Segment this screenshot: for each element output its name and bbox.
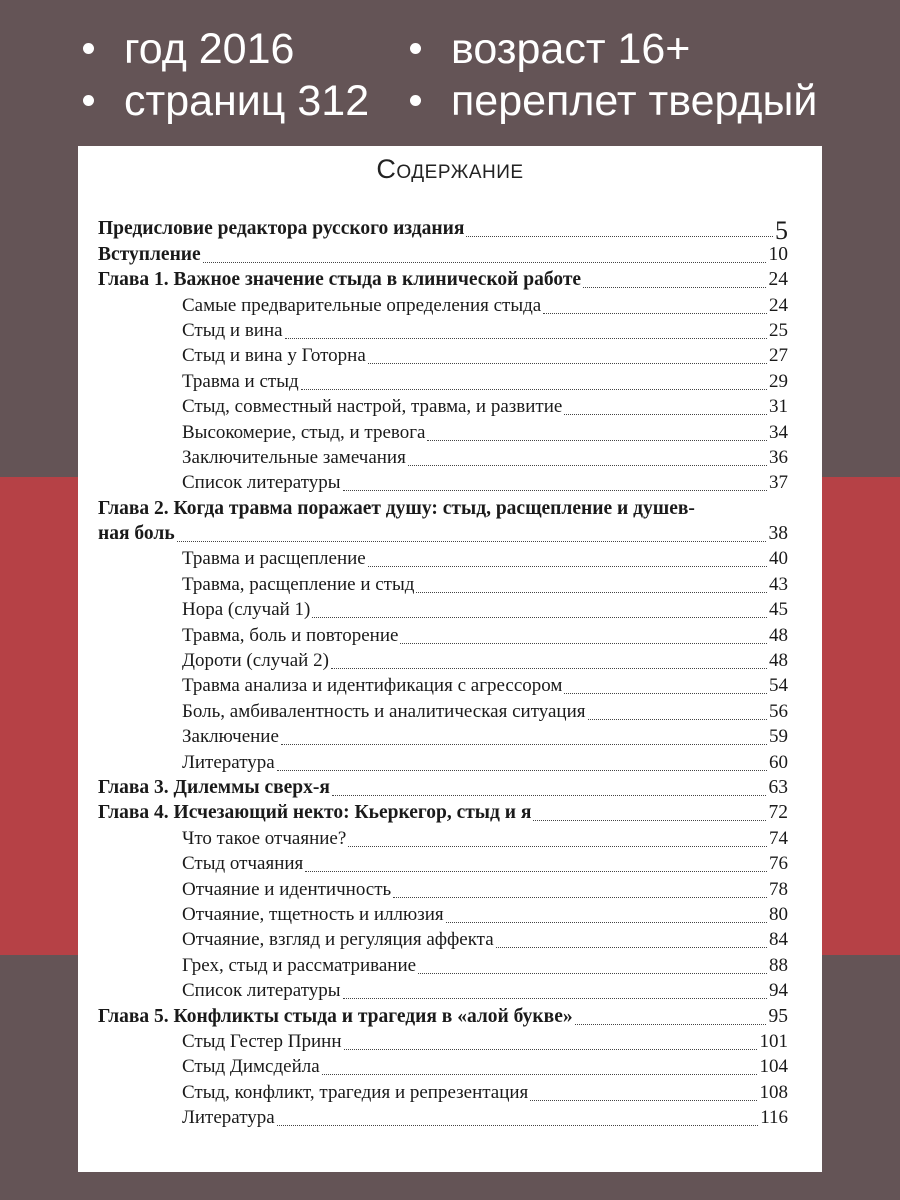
toc-page-number: 104 [759, 1056, 788, 1078]
toc-page-number: 38 [768, 523, 788, 545]
dot-leader [408, 465, 767, 466]
toc-chapter-row[interactable] [98, 1005, 788, 1030]
toc-section-row[interactable] [98, 599, 788, 624]
dot-leader [466, 236, 773, 237]
toc-page-number: 54 [769, 675, 788, 697]
toc-entry-title: Заключение [182, 726, 279, 748]
toc-section-row[interactable] [98, 954, 788, 979]
toc-page-number: 76 [769, 853, 788, 875]
book-facts [0, 0, 900, 140]
dot-leader [575, 1024, 766, 1025]
dot-leader [393, 897, 767, 898]
dot-leader [564, 693, 767, 694]
toc-page-number: 88 [769, 954, 788, 976]
toc-section-row[interactable] [98, 1031, 788, 1056]
toc-page-number: 84 [769, 929, 788, 951]
toc-section-row[interactable] [98, 548, 788, 573]
toc-page-number: 36 [769, 446, 788, 468]
toc-entry-title: Стыд, совместный настрой, травма, и развитие [182, 396, 563, 418]
dot-leader [446, 922, 767, 923]
toc-page-number: 94 [769, 980, 788, 1002]
toc-entry-title: Стыд, конфликт, трагедия и репрезентация [182, 1081, 529, 1103]
toc-entry-title: Травма и стыд [182, 370, 299, 392]
toc-section-row[interactable] [98, 980, 788, 1005]
dot-leader [322, 1074, 757, 1075]
dot-leader [344, 1049, 757, 1050]
toc-section-row[interactable] [98, 294, 788, 319]
toc-entry-title: Вступление [98, 243, 201, 265]
toc-entry-title: ная боль [98, 523, 175, 545]
toc-entry-title: Глава 5. Конфликты стыда и трагедия в «алой букве» [98, 1005, 573, 1027]
toc-entry-title: Литература [182, 751, 275, 773]
toc-entry-title: Отчаяние и идентичность [182, 878, 392, 900]
bullet-icon [83, 95, 94, 106]
toc-entry-title: Литература [182, 1107, 275, 1129]
toc-entry-title: Глава 1. Важное значение стыда в клинической работе [98, 269, 582, 291]
toc-entry-title: Высокомерие, стыд, и тревога [182, 421, 426, 443]
toc-page-number: 56 [769, 700, 788, 722]
toc-page-number: 59 [769, 726, 788, 748]
toc-page-number: 24 [769, 294, 788, 316]
dot-leader [348, 846, 767, 847]
book-page [78, 146, 822, 1172]
fact-year [83, 24, 294, 74]
toc-page-number: 45 [769, 599, 788, 621]
toc-page-number: 10 [768, 243, 788, 265]
toc-section-row[interactable] [98, 320, 788, 345]
fact-year-text: год 2016 [124, 25, 295, 73]
dot-leader [331, 668, 767, 669]
toc-entry-title: Отчаяние, тщетность и иллюзия [182, 903, 444, 925]
dot-leader [588, 719, 767, 720]
toc-entry-title: Стыд Димсдейла [182, 1056, 320, 1078]
toc-entry-title: Глава 4. Исчезающий некто: Кьеркегор, стыд и я [98, 802, 532, 824]
toc-chapter-row[interactable] [98, 243, 788, 268]
toc-section-row[interactable] [98, 929, 788, 954]
dot-leader [177, 541, 766, 542]
toc-page-number: 80 [769, 903, 788, 925]
toc-chapter-row[interactable] [98, 269, 788, 294]
toc-section-row[interactable] [98, 675, 788, 700]
toc-page-number: 95 [768, 1005, 788, 1027]
dot-leader [343, 998, 767, 999]
toc-section-row[interactable] [98, 447, 788, 472]
toc-page-number: 5 [775, 216, 788, 246]
toc-section-row[interactable] [98, 421, 788, 446]
toc-section-row[interactable] [98, 751, 788, 776]
toc-entry-title: Глава 2. Когда травма поражает душу: стыд, расщепление и душев- [98, 497, 695, 519]
toc-page-number: 29 [769, 370, 788, 392]
toc-page-number: 27 [769, 345, 788, 367]
toc-section-row[interactable] [98, 827, 788, 852]
toc-entry-title: Заключительные замечания [182, 446, 406, 468]
dot-leader [583, 287, 766, 288]
toc-entry-title: Травма анализа и идентификация с агрессором [182, 675, 563, 697]
toc-entry-title: Стыд Гестер Принн [182, 1030, 342, 1052]
dot-leader [564, 414, 767, 415]
fact-pages-text: страниц 312 [124, 77, 370, 125]
toc-chapter-row[interactable] [98, 523, 788, 548]
dot-leader [543, 313, 767, 314]
dot-leader [203, 262, 766, 263]
toc-entry-title: Глава 3. Дилеммы сверх-я [98, 776, 330, 798]
toc-entry-title: Нора (случай 1) [182, 599, 311, 621]
toc-section-row[interactable] [98, 650, 788, 675]
dot-leader [277, 1125, 758, 1126]
toc-entry-title: Предисловие редактора русского издания [98, 218, 465, 240]
toc-page-number: 40 [769, 548, 788, 570]
bullet-icon [83, 43, 94, 54]
toc-page-number: 72 [768, 802, 788, 824]
dot-leader [368, 566, 767, 567]
toc-section-row[interactable] [98, 904, 788, 929]
toc-page-number: 63 [768, 776, 788, 798]
toc-entry-title: Стыд отчаяния [182, 853, 304, 875]
toc-page-number: 108 [759, 1081, 788, 1103]
fact-binding [410, 76, 817, 126]
toc-page-number: 31 [769, 396, 788, 418]
dot-leader [416, 592, 767, 593]
toc-page-number: 74 [769, 827, 788, 849]
toc-section-row[interactable] [98, 1107, 788, 1132]
toc-entry-title: Стыд и вина у Готорна [182, 345, 366, 367]
dot-leader [312, 617, 767, 618]
toc-page-number: 101 [759, 1030, 788, 1052]
dot-leader [305, 871, 767, 872]
dot-leader [533, 820, 766, 821]
toc-section-row[interactable] [98, 345, 788, 370]
toc-entry-title: Грех, стыд и рассматривание [182, 954, 417, 976]
toc-section-row[interactable] [98, 878, 788, 903]
toc-entry-title: Травма и расщепление [182, 548, 366, 570]
toc-chapter-row[interactable] [98, 216, 788, 246]
bullet-icon [410, 43, 421, 54]
toc-entry-title: Травма, расщепление и стыд [182, 573, 415, 595]
toc-chapter-row[interactable] [98, 802, 788, 827]
dot-leader [281, 744, 767, 745]
dot-leader [277, 770, 767, 771]
dot-leader [496, 947, 767, 948]
toc-page-number: 60 [769, 751, 788, 773]
toc-section-row[interactable] [98, 472, 788, 497]
toc-entry-title: Список литературы [182, 980, 341, 1002]
toc-chapter-row[interactable] [98, 497, 788, 522]
dot-leader [530, 1100, 757, 1101]
toc-section-row[interactable] [98, 853, 788, 878]
toc-entry-title: Отчаяние, взгляд и регуляция аффекта [182, 929, 494, 951]
toc-section-row[interactable] [98, 624, 788, 649]
toc-section-row[interactable] [98, 573, 788, 598]
dot-leader [301, 389, 767, 390]
dot-leader [368, 363, 767, 364]
toc-page-number: 43 [769, 573, 788, 595]
toc-entry-title: Список литературы [182, 472, 341, 494]
dot-leader [332, 795, 766, 796]
fact-age [410, 24, 690, 74]
fact-pages [83, 76, 369, 126]
dot-leader [343, 490, 767, 491]
toc-page-number: 48 [769, 650, 788, 672]
toc-page-number: 116 [760, 1107, 788, 1129]
toc-entry-title: Травма, боль и повторение [182, 624, 399, 646]
toc-entry-title: Самые предварительные определения стыда [182, 294, 542, 316]
toc-page-number: 24 [768, 269, 788, 291]
toc-section-row[interactable] [98, 1081, 788, 1106]
toc-section-row[interactable] [98, 726, 788, 751]
toc-entry-title: Дороти (случай 2) [182, 650, 329, 672]
table-of-contents [98, 218, 788, 1132]
toc-entry-title: Что такое отчаяние? [182, 827, 347, 849]
dot-leader [418, 973, 767, 974]
toc-chapter-row[interactable] [98, 777, 788, 802]
dot-leader [285, 338, 767, 339]
fact-age-text: возраст 16+ [451, 25, 691, 73]
toc-page-number: 37 [769, 472, 788, 494]
toc-entry-title: Стыд и вина [182, 319, 283, 341]
fact-binding-text: переплет твердый [451, 77, 818, 125]
dot-leader [400, 643, 767, 644]
toc-section-row[interactable] [98, 370, 788, 395]
toc-title: Содержание [376, 154, 524, 184]
toc-section-row[interactable] [98, 1056, 788, 1081]
toc-page-number: 48 [769, 624, 788, 646]
toc-section-row[interactable] [98, 396, 788, 421]
toc-entry-title: Боль, амбивалентность и аналитическая ситуация [182, 700, 586, 722]
dot-leader [427, 440, 767, 441]
toc-section-row[interactable] [98, 700, 788, 725]
bullet-icon [410, 95, 421, 106]
toc-page-number: 25 [769, 319, 788, 341]
toc-page-number: 78 [769, 878, 788, 900]
toc-page-number: 34 [769, 421, 788, 443]
